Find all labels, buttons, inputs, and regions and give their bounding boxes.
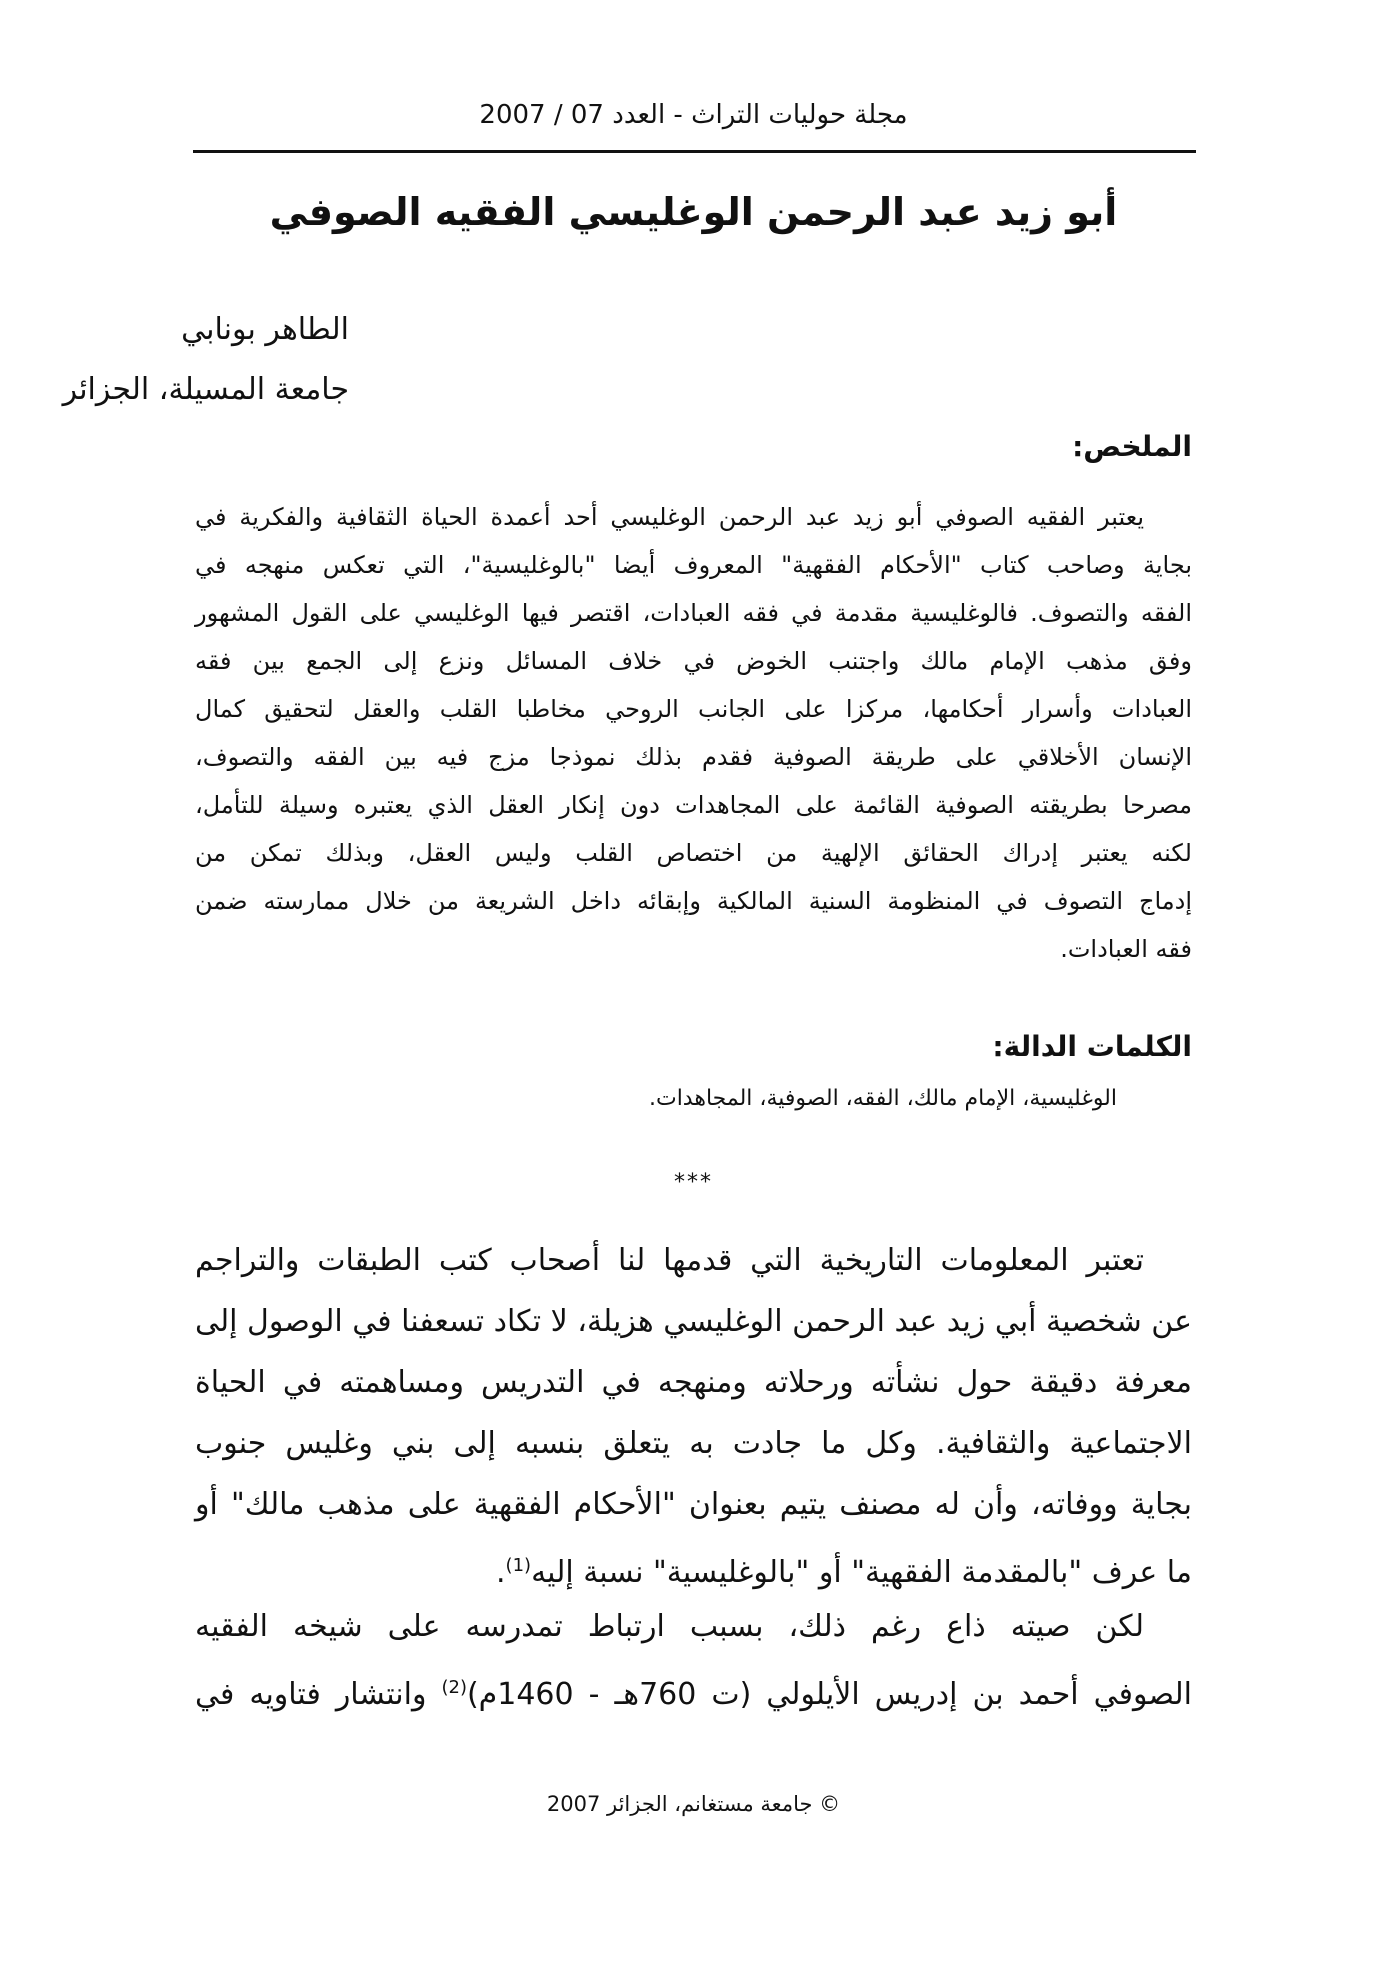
abstract-line: العبادات وأسرار أحكامها، مركزا على الجانب الروحي مخاطبا القلب والعقل لتحقيق كمال [195, 695, 1192, 723]
body-line: تعتبر المعلومات التاريخية التي قدمها لنا أصحاب كتب الطبقات والتراجم [195, 1243, 1144, 1278]
body-line-text: وانتشار فتاويه في [195, 1677, 427, 1712]
abstract-line: لكنه يعتبر إدراك الحقائق الإلهية من اختصاص القلب وليس العقل، وبذلك تمكن من [195, 839, 1192, 867]
footnote-ref[interactable]: (1) [505, 1555, 532, 1576]
abstract-line: وفق مذهب الإمام مالك واجتنب الخوض في خلاف المسائل ونزع إلى الجمع بين فقه [195, 647, 1192, 675]
article-title: أبو زيد عبد الرحمن الوغليسي الفقيه الصوفي [269, 190, 1118, 234]
copyright-footer: © جامعة مستغانم، الجزائر 2007 [546, 1792, 841, 1816]
abstract-line: يعتبر الفقيه الصوفي أبو زيد عبد الرحمن الوغليسي أحد أعمدة الحياة الثقافية والفكرية في [195, 503, 1144, 531]
body-line-text: الصوفي أحمد بن إدريس الأيلولي (ت 760هـ - 1460م) [466, 1677, 1192, 1712]
abstract-line: بجاية وصاحب كتاب "الأحكام الفقهية" المعروف أيضا "بالوغليسية"، التي تعكس منهجه في [195, 551, 1192, 579]
abstract-line: الإنسان الأخلاقي على طريقة الصوفية فقدم بذلك نموذجا مزج فيه بين الفقه والتصوف، [195, 743, 1192, 771]
body-line: معرفة دقيقة حول نشأته ورحلاته ومنهجه في التدريس ومساهمته في الحياة [195, 1365, 1192, 1400]
body-text [195, 1230, 1192, 1718]
author-name: الطاهر بونابي [181, 312, 349, 347]
body-line [195, 1657, 1192, 1718]
abstract [195, 493, 1192, 973]
running-header: مجلة حوليات التراث - العدد 07 / 2007 [479, 100, 908, 130]
abstract-heading: الملخص: [1072, 430, 1192, 463]
abstract-line: إدماج التصوف في المنظومة السنية المالكية وإبقائه داخل الشريعة من خلال ممارسته ضمن [195, 887, 1192, 915]
body-line: بجاية ووفاته، وأن له مصنف يتيم بعنوان "الأحكام الفقهية على مذهب مالك" أو [195, 1487, 1192, 1522]
abstract-line: مصرحا بطريقته الصوفية القائمة على المجاهدات دون إنكار العقل الذي يعتبره وسيلة للتأمل، [195, 791, 1192, 819]
body-line: الاجتماعية والثقافية. وكل ما جادت به يتعلق بنسبه إلى بني وغليس جنوب [195, 1426, 1192, 1461]
footnote-ref[interactable]: (2) [441, 1677, 467, 1698]
abstract-line: فقه العبادات. [1060, 935, 1192, 963]
body-line: لكن صيته ذاع رغم ذلك، بسبب ارتباط تمدرسه على شيخه الفقيه [195, 1609, 1144, 1644]
header-rule [193, 150, 1196, 153]
keywords: الوغليسية، الإمام مالك، الفقه، الصوفية، المجاهدات. [648, 1086, 1117, 1111]
keywords-heading: الكلمات الدالة: [992, 1030, 1192, 1063]
section-separator: *** [674, 1170, 713, 1195]
body-line: ما عرف "بالمقدمة الفقهية" أو "بالوغليسية" نسبة إليه$^{(1)}$. [496, 1555, 1192, 1590]
abstract-line: الفقه والتصوف. فالوغليسية مقدمة في فقه العبادات، اقتصر فيها الوغليسي على القول المشهور [195, 599, 1192, 627]
body-line: عن شخصية أبي زيد عبد الرحمن الوغليسي هزيلة، لا تكاد تسعفنا في الوصول إلى [195, 1304, 1192, 1339]
body-line-text: ما عرف "بالمقدمة الفقهية" أو "بالوغليسية" نسبة إليه [531, 1555, 1192, 1590]
author-affiliation: جامعة المسيلة، الجزائر [62, 372, 349, 407]
